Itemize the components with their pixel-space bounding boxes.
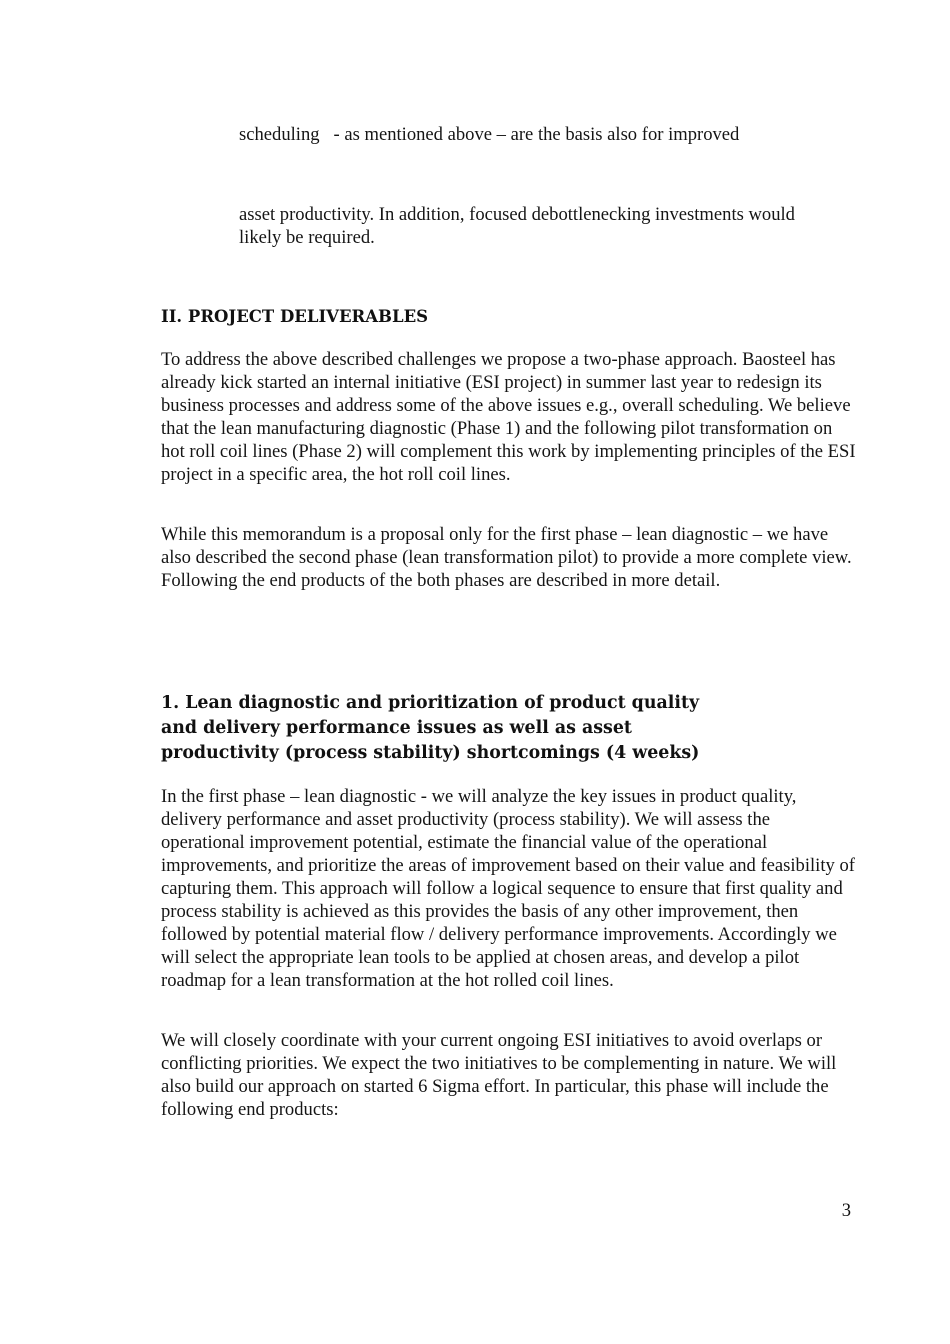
phase1-paragraph-1: In the first phase – lean diagnostic - we will analyze the key issues in product quality, delivery performance and asset productivity (process stability). We will assess the operational improvement potential, estimate the financial value of the operational improvements, and prioritize the areas of improvement based on their value and feasibility of capturing them. This approach will follow a logical sequence to ensure that first quality and process stability is achieved as this provides the basis of any other improvement, then followed by potential material flow / delivery performance improvements. Accordingly we will select the appropriate lean tools to be applied at chosen areas, and develop a pilot roadmap for a lean transformation at the hot rolled coil lines. <box>161 786 855 991</box>
phase1-paragraph-2: We will closely coordinate with your current ongoing ESI initiatives to avoid overlaps or conflicting priorities. We expect the two initiatives to be complementing in nature. We will also build our approach on started 6 Sigma effort. In particular, this phase will include the following end products: <box>161 1030 837 1120</box>
intro-line-2: asset productivity. In addition, focused debottlenecking investments would likely be required. <box>239 204 795 248</box>
phase1-heading: 1. Lean diagnostic and prioritization of product quality and delivery performance issues as well as asset productivity (process stability) shortcomings (4 weeks) <box>161 693 700 763</box>
section-heading-project-deliverables: II. PROJECT DELIVERABLES <box>161 307 429 326</box>
section2-paragraph-2: While this memorandum is a proposal only for the first phase – lean diagnostic – we have also described the second phase (lean transformation pilot) to provide a more complete view. Following the end products of the both phases are described in more detail. <box>161 524 852 591</box>
intro-line-1: scheduling - as mentioned above – are the basis also for improved <box>239 124 740 145</box>
section2-paragraph-1: To address the above described challenges we propose a two-phase approach. Baosteel has already kick started an internal initiative (ESI project) in summer last year to redesign its business processes and address some of the above issues e.g., overall scheduling. We believe that the lean manufacturing diagnostic (Phase 1) and the following pilot transformation on hot roll coil lines (Phase 2) will complement this work by implementing principles of the ESI project in a specific area, the hot roll coil lines. <box>161 349 856 485</box>
page-number: 3 <box>841 1200 851 1221</box>
